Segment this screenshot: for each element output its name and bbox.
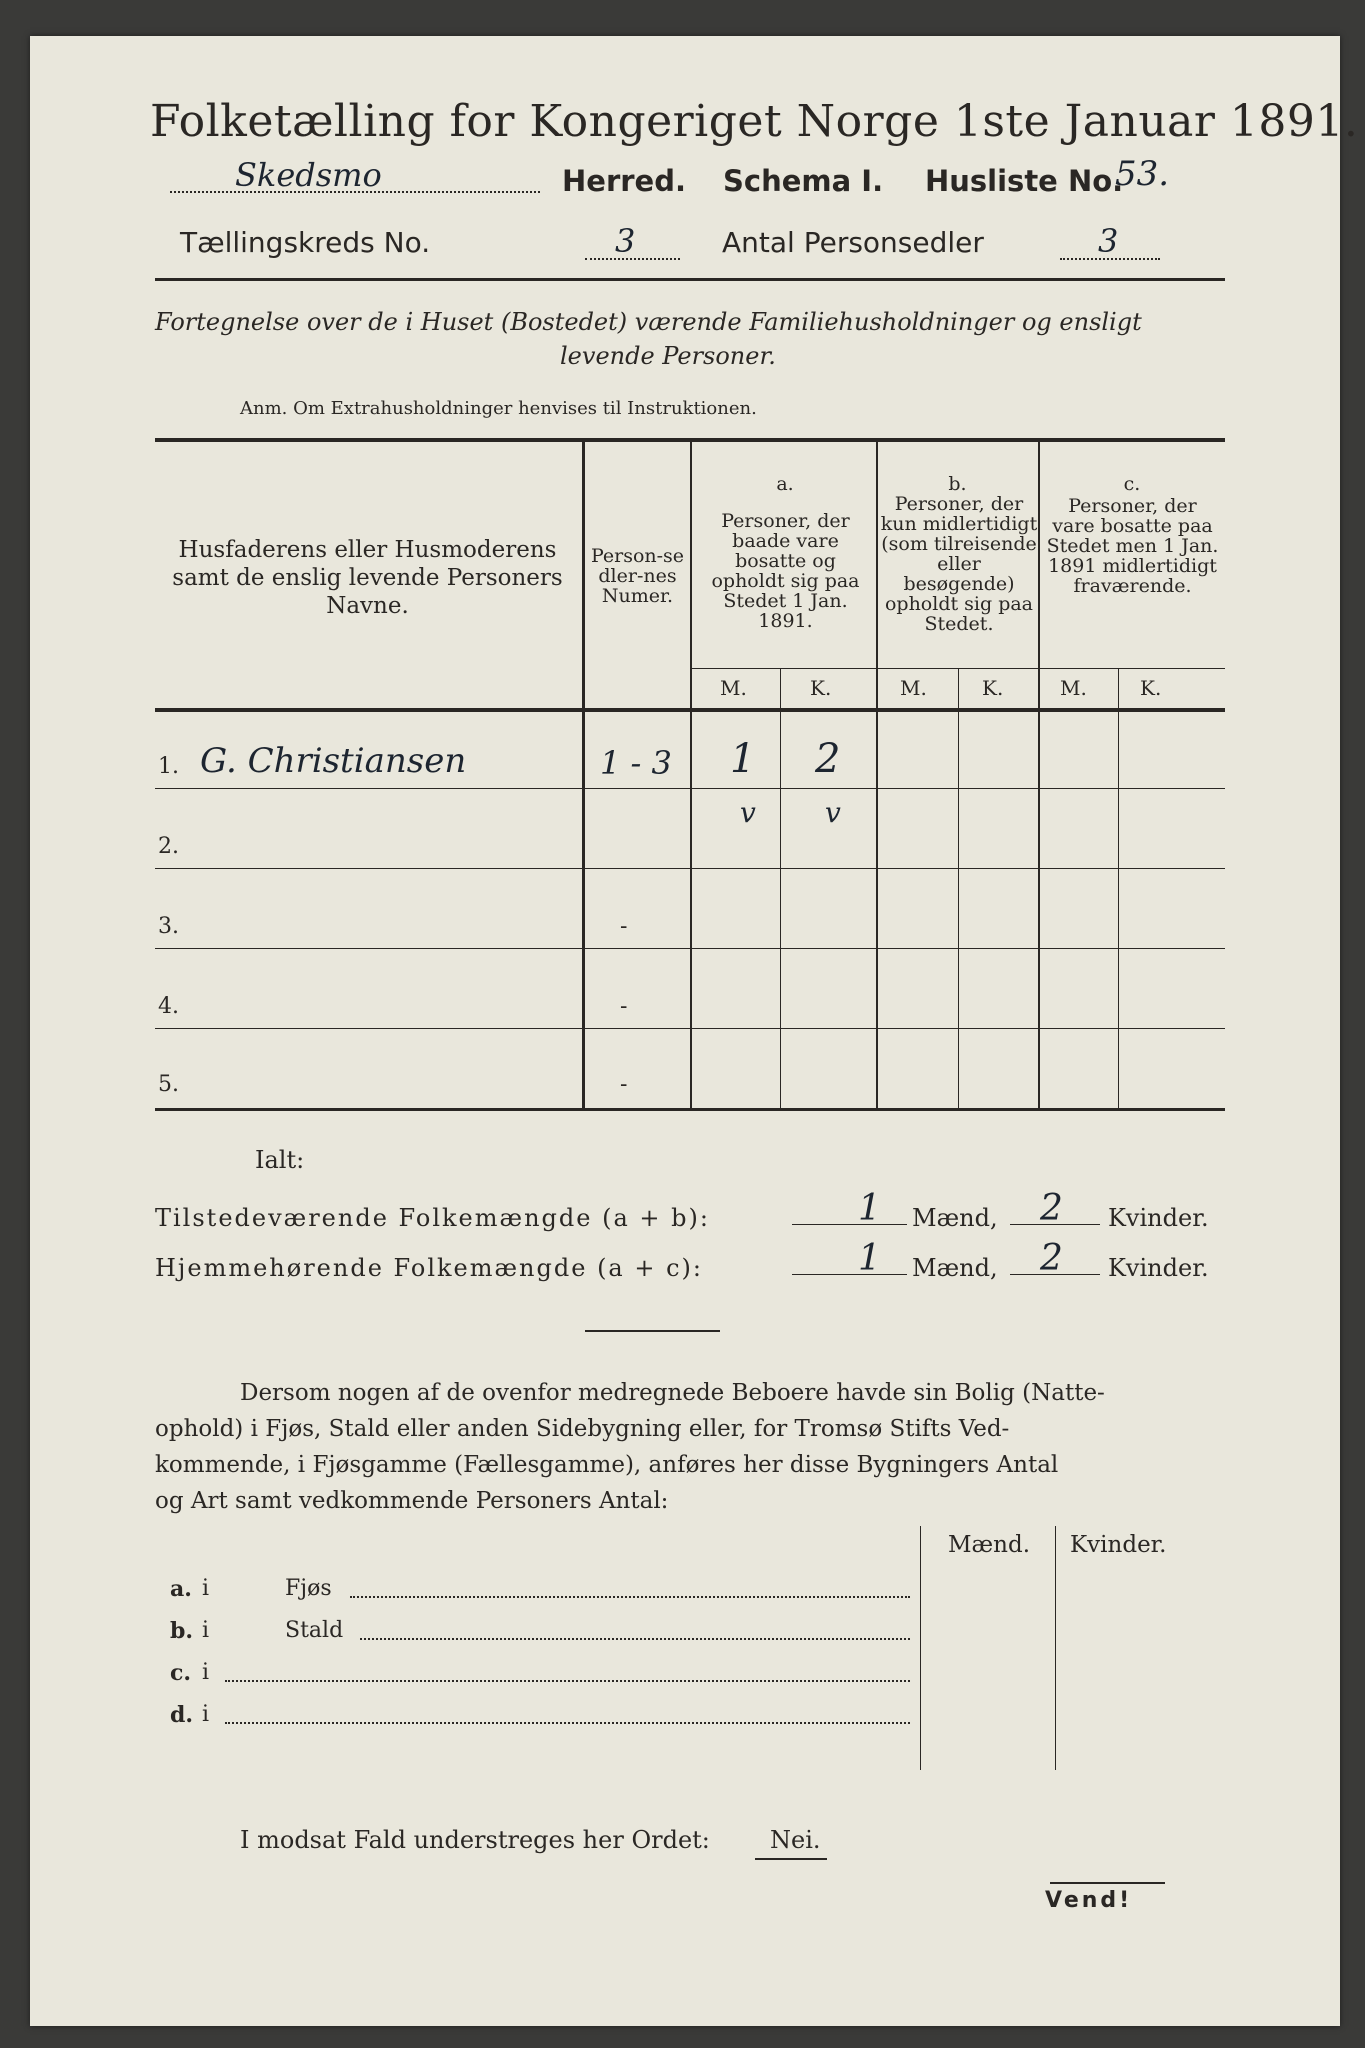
col-divider (1038, 442, 1040, 1108)
personsedler-value: 3 (1098, 222, 1119, 260)
row-number: 1. (158, 754, 179, 779)
row-1-a-m: 1 (730, 736, 756, 782)
nei-underline (755, 1858, 827, 1860)
numer-column-header: Person-sedler-nes Numer. (590, 545, 685, 607)
mk-rule (690, 668, 1225, 669)
col-a-letter: a. (776, 473, 794, 495)
col-divider (780, 668, 781, 1108)
notice-col-divider (1055, 1526, 1056, 1770)
item-i: i (202, 1702, 210, 1727)
husliste-value: 53. (1115, 154, 1170, 194)
item-letter: d. (170, 1702, 194, 1728)
herred-label: Herred. (562, 164, 686, 198)
vend-rule (1050, 1882, 1165, 1884)
names-column-header: Husfaderens eller Husmoderens samt de enslig levende Personers Navne. (172, 537, 563, 619)
item-dotline (360, 1638, 910, 1640)
col-divider (690, 442, 692, 1108)
notice-line4: og Art samt vedkommende Personers Antal: (155, 1488, 669, 1514)
row-1-name: G. Christiansen (200, 741, 467, 781)
hjemme-m: 1 (858, 1238, 881, 1279)
col-a-header: Personer, der baade vare bosatte og opholdt sig paa Stedet 1 Jan. 1891. (711, 510, 860, 632)
herred-value: Skedsmo (235, 156, 382, 194)
header-rule (155, 278, 1225, 281)
tilstede-label: Tilstedeværende Folkemængde (a + b): (155, 1204, 710, 1232)
check-mark: v (740, 796, 756, 829)
check-mark: v (825, 796, 841, 829)
tilstede-m-line (792, 1224, 907, 1225)
anm-note: Anm. Om Extrahusholdninger henvises til Instruktionen. (240, 398, 757, 419)
col-divider (1118, 668, 1119, 1108)
col-c-k: K. (1140, 676, 1162, 700)
ialt-label: Ialt: (255, 1146, 305, 1174)
row-rule (155, 1028, 1225, 1029)
row-rule (155, 788, 1225, 789)
col-divider (958, 668, 959, 1108)
row-1-numer: 1 - 3 (600, 744, 672, 782)
table-bottom-rule (155, 1108, 1225, 1111)
item-i: i (202, 1618, 210, 1643)
item-label: Stald (285, 1618, 344, 1643)
notice-col-divider (920, 1526, 921, 1770)
notice-line1: Dersom nogen af de ovenfor medregnede Beboere havde sin Bolig (Natte- (240, 1380, 1105, 1406)
item-letter: c. (170, 1660, 192, 1686)
form-title: Folketælling for Kongeriget Norge 1ste Januar 1891. (150, 96, 1359, 147)
personsedler-label: Antal Personsedler (722, 226, 984, 259)
hjemme-k: 2 (1040, 1238, 1063, 1279)
hjemme-m-line (792, 1274, 907, 1275)
col-divider (582, 442, 585, 1108)
intro-line1: Fortegnelse over de i Huset (Bostedet) værende Familiehusholdninger og ensligt (155, 308, 1142, 336)
col-c-letter: c. (1123, 473, 1141, 495)
hjemme-maend: Mænd, (912, 1254, 998, 1282)
item-letter: a. (170, 1576, 192, 1602)
col-b-k: K. (982, 676, 1004, 700)
row-5-numer: - (620, 1072, 628, 1097)
tilstede-m: 1 (858, 1188, 881, 1229)
col-b-letter: b. (948, 473, 967, 495)
col-c-header: Personer, der vare bosatte paa Stedet men 1 Jan. 1891 midlertidigt fraværende. (1046, 495, 1219, 597)
separator (585, 1330, 720, 1332)
col-b-m: M. (900, 676, 927, 700)
modsat-text: I modsat Fald understreges her Ordet: (240, 1826, 710, 1854)
schema-label: Schema I. (723, 164, 884, 198)
tilstede-maend: Mænd, (912, 1204, 998, 1232)
item-dotline (225, 1680, 910, 1682)
col-divider (876, 442, 878, 1108)
notice-line3: kommende, i Fjøsgamme (Fællesgamme), anføres her disse Bygningers Antal (155, 1452, 1059, 1478)
item-dotline (225, 1722, 910, 1724)
row-number: 4. (158, 994, 179, 1019)
notice-line2: ophold) i Fjøs, Stald eller anden Sidebygning eller, for Tromsø Stifts Ved- (155, 1416, 1010, 1442)
row-3-numer: - (620, 914, 628, 939)
item-i: i (202, 1576, 210, 1601)
item-dotline (350, 1596, 910, 1598)
census-form (30, 36, 1359, 2026)
col-a-k: K. (810, 676, 832, 700)
row-1-a-k: 2 (815, 736, 841, 782)
hjemme-kvinder: Kvinder. (1108, 1254, 1209, 1282)
row-number: 5. (158, 1072, 179, 1097)
row-rule (155, 868, 1225, 869)
vend-text: Vend! (1045, 1888, 1133, 1913)
row-number: 2. (158, 834, 179, 859)
intro-line2: levende Personer. (560, 342, 776, 370)
maend-column-header: Mænd. (948, 1532, 1031, 1558)
kvinder-column-header: Kvinder. (1070, 1532, 1167, 1558)
kreds-value: 3 (615, 222, 636, 260)
item-i: i (202, 1660, 210, 1685)
nei-word: Nei. (770, 1826, 821, 1854)
col-c-m: M. (1060, 676, 1087, 700)
kreds-label: Tællingskreds No. (180, 226, 431, 259)
row-rule (155, 948, 1225, 949)
col-a-m: M. (720, 676, 747, 700)
tilstede-k: 2 (1040, 1188, 1063, 1229)
tilstede-kvinder: Kvinder. (1108, 1204, 1209, 1232)
col-b-header: Personer, der kun midlertidigt (som tilreisende eller besøgende) opholdt sig paa Stedet. (880, 493, 1038, 635)
hjemme-label: Hjemmehørende Folkemængde (a + c): (155, 1254, 703, 1282)
husliste-label: Husliste No. (925, 164, 1124, 198)
row-4-numer: - (620, 994, 628, 1019)
item-label: Fjøs (285, 1576, 332, 1601)
row-number: 3. (158, 914, 179, 939)
item-letter: b. (170, 1618, 194, 1644)
